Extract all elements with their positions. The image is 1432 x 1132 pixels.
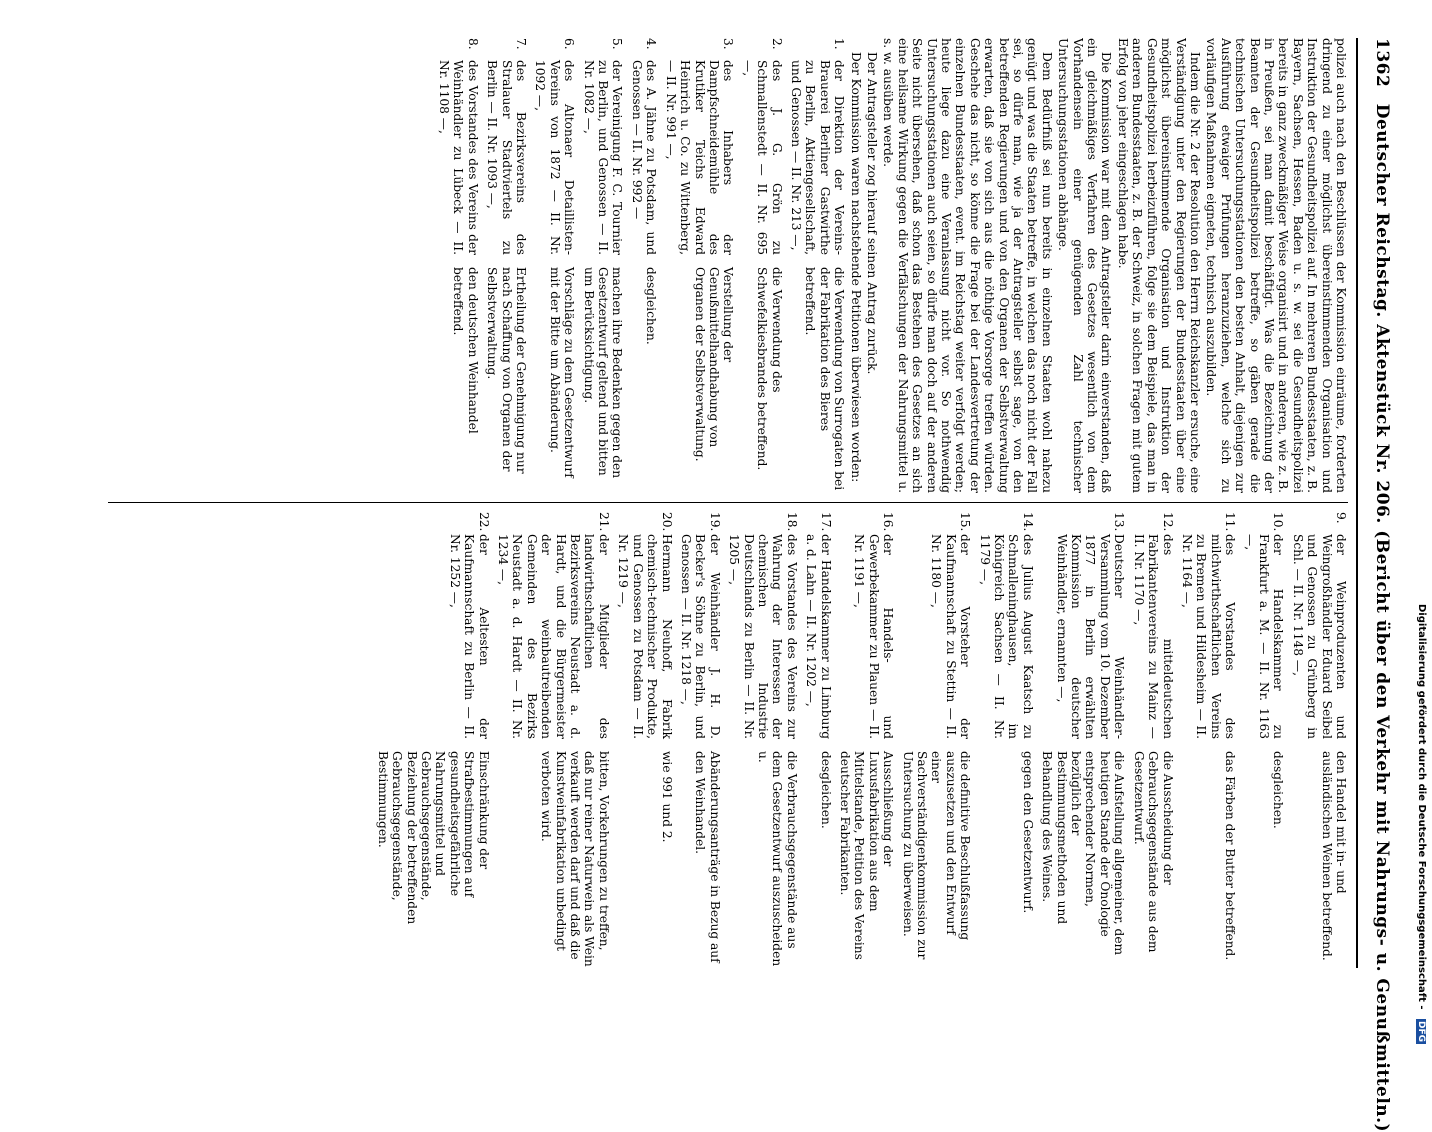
petitioner: des A. Jähne zu Potsdam, und Genossen — II. Nr. 992 — (629, 60, 659, 255)
list-item (581, 38, 624, 493)
item-number: 12. (1160, 512, 1175, 532)
paragraph: polizei auch nach den Beschlüssen der Kommission einräume, forderten dringend zu einer möglichst übereinstimmenden Organisation und Instruktion der Gesundheitspolizei auf. In mehreren Bundesstaaten, z. B. Bayern, Sachsen, Hessen, Baden u. s. w. sei die Gesundheitspolizei bereits in ganz zweckmäßiger Weise organisirt und in anderen, wie z. B. in Preußen, sei man damit beschäftigt. Was die Bezeichnung der Beamten der Gesundheitspolizei betreffe, so gäben gerade die technischen Untersuchungsstationen den besten Anhalt, diejenigen zur Ausführung etwaiger Prüfungen heranzuziehen, welche sich zu vorläufigen Maßnahmen eigneten, technisch auszubilden. (1204, 38, 1348, 493)
item-number: 19. (707, 512, 722, 532)
list-item (679, 512, 722, 967)
petition-subject: die Ausscheidung der Gebrauchsgegenstände aus dem Gesetzentwurf. (1131, 751, 1175, 953)
item-number: 17. (818, 512, 833, 532)
list-item (900, 512, 972, 967)
right-column (108, 512, 1348, 967)
petitioner: des Bezirksvereins des Stralauer Stadtviertels zu Berlin — II. Nr. 1093 —, (485, 60, 529, 255)
list-item (789, 38, 847, 493)
petition-subject: den deutschen Weinhandel betreffend. (451, 267, 480, 434)
petition-list (375, 512, 1348, 967)
petition-list (437, 38, 847, 493)
list-item (437, 38, 480, 493)
petitioner: der Mitglieder des landwirthschaftlichen Bezirksvereins Neustadt a. d. Hardt, und die Bürgermeister der weinbautreibenden Gemeinden des Bezirks Neustadt a. d. Hardt — II. Nr. 1234 —, (496, 534, 611, 739)
paragraph: Dem Bedürfniß sei nun bereits in einzelnen Staaten wohl nahezu genügt und was die Staaten betreffe, in welchen das noch nicht der Fall sei, so dürfe man, wie ja der Antragsteller selbst sage, von den betreffenden Regierungen und von den Organen der Selbstverwaltung erwarten, daß sie von sich aus die nöthige Vorsorge treffen würden. Geschehe das nicht, so könne die Frage bei der Landesvertretung der einzelnen Bundesstaaten, event. im Reichstag weiter verfolgt werden; heute liege dazu eine Veranlassung nicht vor. So nothwendig Untersuchungsstationen auch seien, so dürfe man doch auf der anderen Seite nicht übersehen, daß schon das Bestehen des Gesetzes an sich eine heilsame Wirkung gegen die Verfälschungen der Nahrungsmittel u. s. w. ausüben werde. (881, 38, 1054, 493)
petitioner: des Vorstandes des milchwirthschaftlichen Vereins zu Bremen und Hildesheim — II. Nr. 1164 —, (1179, 534, 1238, 739)
item-number: 5. (610, 38, 625, 50)
petitioner: der Weinhändler J. H. D. Becker's Söhne zu Berlin, und Genossen — II. Nr. 1218 —, (678, 534, 722, 739)
item-number: 9. (1334, 512, 1348, 524)
list-item (727, 512, 799, 967)
item-number: 6. (562, 38, 577, 50)
petition-subject: Vorschläge zu dem Gesetzentwurf mit der Bitte um Abänderung. (547, 267, 577, 478)
paragraph: Indem die Nr. 2 der Resolution den Herrn Reichskanzler ersuche, eine Verständigung unter den Regierungen der Bundesstaaten über eine möglichst übereinstimmende Organisation und Instruktion der Gesundheitspolizei herbeizuführen, folge sie dem Beispiele, das man in anderen Bundesstaaten, z. B. der Schweiz, in solchen Fragen mit gutem Erfolg von jeher eingeschlagen habe. (1115, 38, 1202, 493)
petition-subject: die definitive Beschlußfassung auszusetzen und den Entwurf einer Sachverständigenkommission zur Untersuchung zu überweisen. (900, 751, 973, 960)
paragraph: Die Kommission war mit dem Antragsteller darin einverstanden, daß ein gleichmäßiges Verfahren des Gesetzes wesentlich von dem Vorhandensein einer genügenden Zahl technischer Untersuchungsstationen abhänge. (1056, 38, 1114, 493)
petitioner: der Handelskammer zu Limburg a. d. Lahn — II. Nr. 1202 —, (804, 534, 833, 739)
item-number: 1. (832, 38, 847, 50)
item-number: 4. (644, 38, 659, 50)
petition-subject: die Verwendung des Schwefelkiesbrandes betreffend. (755, 267, 784, 471)
petitioner: der Weinproduzenten und Weingroßhändler Eduard Seibel und Genossen zu Grünberg in Schl. — II. Nr. 1148 —, (1290, 534, 1348, 739)
petition-subject: machen ihre Bedenken gegen den Gesetzentwurf geltend und bitten um Berücksichtigung. (581, 267, 625, 479)
petition-subject: wie 991 und 2. (659, 751, 674, 843)
petition-subject: desgleichen. (1271, 751, 1286, 829)
list-item (375, 512, 490, 967)
petition-subject: die Aufstellung allgemeiner, dem heutigen Stande der Önologie entsprechender Normen, bezüglich der Bestimmungsmethoden und Behandlung des Weines. (1040, 751, 1127, 956)
footer-text: Digitalisierung gefördert durch die Deutsche Forschungsgemeinschaft - (1416, 604, 1427, 1010)
petitioner: Deutscher Weinhändler-Versammlung vom 10. Dezember 1877 in Berlin erwählten Kommission deutscher Weinhändler, ernannten —, (1054, 534, 1127, 739)
item-number: 13. (1112, 512, 1127, 532)
item-number: 7. (514, 38, 529, 50)
petition-subject: gegen den Gesetzentwurf. (1020, 751, 1035, 914)
list-item (977, 512, 1035, 967)
list-item (1131, 512, 1174, 967)
paragraph: Der Antragsteller zog hierauf seinen Antrag zurück. (865, 52, 879, 375)
petitioner: des Julius August Kaatsch zu Schmalleninghausen, im Königreich Sachsen — II. Nr. 1179 —, (977, 534, 1035, 739)
petitioner: des mitteldeutschen Fabrikantenvereins zu Mainz — II. Nr. 1170 —, (1131, 534, 1175, 739)
list-item (496, 512, 611, 967)
petition-subject: Ausschließung der Luxusfabrikation aus dem Mittelstande, Petition des Vereins deutscher Fabrikanten. (838, 751, 896, 960)
petition-subject: desgleichen. (818, 751, 833, 829)
petition-subject: desgleichen. (644, 267, 659, 345)
running-title: Deutscher Reichstag. Aktenstück Nr. 206. (Bericht über den Verkehr mit Nahrungs- u. Genußmitteln.) (1372, 103, 1392, 1132)
list-item (740, 38, 783, 493)
petition-subject: bitten, Vorkehrungen zu treffen, daß nur reiner Naturwein als Wein verkauft werden darf und daß die Kunstweinfabrikation unbedingt verboten wird. (539, 751, 611, 967)
paragraph: Der Kommission waren nachstehende Petitionen überwiesen worden: (848, 52, 863, 483)
header-rule (1356, 38, 1358, 968)
petitioner: der Vereinigung F. C. Tournier zu Berlin, und Genossen — II. Nr. 1082 —, (581, 60, 625, 255)
item-number: 22. (476, 512, 491, 532)
list-item (616, 512, 674, 967)
item-number: 14. (1020, 512, 1035, 532)
item-number: 16. (881, 512, 896, 532)
list-item (1242, 512, 1285, 967)
petition-subject: Ertheilung der Genehmigung nur nach Schaffung von Organen der Selbstverwaltung. (485, 267, 529, 474)
page-number: 1362 (1372, 38, 1392, 88)
petitioner: der Vorsteher der Kaufmannschaft zu Stettin — II. Nr. 1180 —, (929, 534, 973, 739)
list-item (630, 38, 659, 493)
item-number: 11. (1223, 512, 1238, 532)
item-number: 3. (721, 38, 736, 50)
list-item (1180, 512, 1238, 967)
petition-subject: Abänderungsanträge in Bezug auf den Weinhandel. (693, 751, 722, 963)
list-item (838, 512, 896, 967)
petition-subject: das Färben der Butter betreffend. (1223, 751, 1238, 961)
list-item (663, 38, 735, 493)
petition-subject: Verstellung der Genußmittelhandhabung von Organen der Selbstverwaltung. (692, 267, 736, 462)
petitioner: Hermann Neuhoff, Fabrik chemisch-technischer Produkte, und Genossen zu Potsdam — II. Nr. 1219 —, (616, 534, 674, 739)
item-number: 18. (784, 512, 799, 532)
item-number: 15. (958, 512, 973, 532)
list-item (485, 38, 528, 493)
item-number: 8. (465, 38, 480, 50)
list-item (804, 512, 833, 967)
petitioner: der Direktion der Vereins-Brauerei Berliner Gastwirthe zu Berlin, Aktiengesellschaft, und Genossen — II. Nr. 213 —, (788, 60, 847, 255)
list-item (1040, 512, 1126, 967)
petitioner: der Aeltesten der Kaufmannschaft zu Berlin — II. Nr. 1252 —, (447, 534, 491, 739)
item-number: 10. (1271, 512, 1286, 532)
petition-subject: den Handel mit in- und ausländischen Weinen betreffend. (1319, 751, 1348, 961)
column-divider (108, 502, 1348, 503)
item-number: 20. (659, 512, 674, 532)
item-number: 2. (769, 38, 784, 50)
petitioner: des J. G. Grön zu Schmallenstedt — II. Nr. 695 —, (740, 60, 784, 255)
petitioner: der Handels- und Gewerbekammer zu Plauen — II. Nr. 1191 —, (852, 534, 896, 739)
digitization-footer (1416, 604, 1427, 1044)
left-column (108, 38, 1348, 493)
petitioner: des Vorstandes des Vereins zur Wahrung der Interessen der chemischen Industrie Deutschlands zu Berlin — II. Nr. 1205 —, (727, 534, 799, 739)
petition-subject: die Verbrauchsgegenstände aus dem Gesetzentwurf auszuscheiden u. (755, 751, 799, 967)
petitioner: des Inhabers der Dampfschneidemühle des Krutiker Teichs Edward Heinrich u. Co. zu Wittenberg, — II. Nr. 991 —, (663, 60, 736, 255)
item-number: 21. (596, 512, 611, 532)
petition-subject: Einschränkung der Strafbestimmungen auf gesundheitsgefährliche Nahrungsmittel und Gebrauchsgegenstände, Beziehung der betreffenden Gebrauchsgegenstände, Bestimmungen. (375, 751, 491, 925)
petitioner: der Handelskammer zu Frankfurt a. M. — II. Nr. 1163 —, (1242, 534, 1286, 739)
list-item (1290, 512, 1348, 967)
petitioner: des Altonaer Detaillisten-Vereins von 1872 — II. Nr. 1092 —, (533, 60, 577, 255)
list-item (533, 38, 576, 493)
petition-subject: die Verwendung von Surrogaten bei der Fabrikation des Bieres betreffend. (803, 267, 847, 491)
page-header (1362, 38, 1392, 1132)
petitioner: des Vorstandes des Vereins der Weinhändler zu Lübeck — II. Nr. 1108 —, (437, 60, 480, 255)
dfg-logo: DFG (1416, 1021, 1426, 1043)
